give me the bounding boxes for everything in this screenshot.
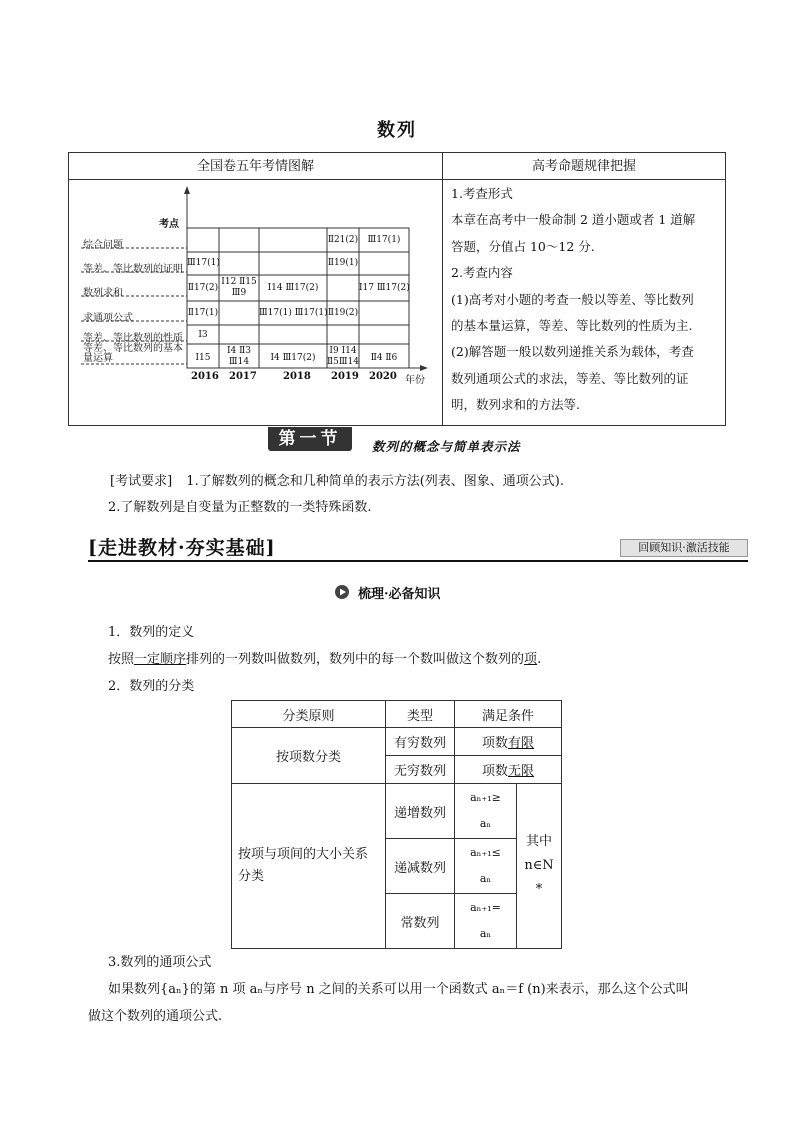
chart-cell: Ⅱ19(2)	[327, 308, 359, 318]
definition-underline: 一定顺序	[134, 652, 187, 667]
chart-cell: Ⅱ5Ⅲ14	[327, 357, 359, 367]
condition-top: aₙ₊₁≤	[470, 846, 501, 859]
rules-line: (2)解答题一般以数列递推关系为载体，考查	[451, 344, 694, 360]
chart-cell: Ⅰ12 Ⅱ15	[221, 277, 257, 287]
chart-y-axis-label: 考点	[159, 219, 179, 230]
exam-requirement-2: 2.了解数列是自变量为正整数的一类特殊函数.	[108, 500, 372, 515]
condition-underline: 有限	[508, 736, 535, 751]
chart-cell: Ⅰ4 Ⅲ17(2)	[270, 353, 316, 363]
chart-cell: Ⅲ17(1)	[367, 235, 401, 245]
note-line: n∈N	[524, 858, 554, 873]
note-line: *	[535, 882, 543, 897]
classification-table	[231, 700, 562, 949]
part-tag: 回顾知识·激活技能	[620, 539, 748, 557]
chart-cell: Ⅱ17(1)	[187, 308, 219, 318]
chart-cell: Ⅰ3	[198, 330, 208, 340]
table-type-cell: 递减数列	[386, 839, 455, 894]
play-circle-icon	[335, 585, 349, 599]
note-line: 其中	[525, 834, 552, 849]
chart-cell: Ⅰ17 Ⅲ17(2)	[359, 283, 410, 293]
chart-cell: Ⅱ21(2)	[327, 235, 359, 245]
rules-line: 本章在高考中一般命制 2 道小题或者 1 道解	[451, 212, 696, 228]
rules-line: 答题，分值占 10～12 分.	[451, 238, 595, 254]
heading-classification: 2．数列的分类	[108, 679, 195, 694]
condition-top: aₙ₊₁=	[470, 901, 501, 914]
part-divider	[88, 560, 748, 562]
chart-row-label: 等差、等比数列的证明	[83, 264, 183, 275]
chart-cell: Ⅰ15	[195, 353, 211, 363]
definition-underline: 项	[524, 652, 538, 667]
rules-line: 2.考查内容	[451, 265, 513, 281]
condition-text: 项数	[481, 736, 508, 751]
part-title: [走进教材·夯实基础]	[88, 537, 276, 559]
table-header: 类型	[386, 701, 455, 728]
chart-year-label: 2016	[191, 371, 219, 382]
rule-line: 按项与项间的大小关系	[238, 847, 369, 862]
chart-cell: Ⅱ4 Ⅱ6	[370, 353, 398, 363]
condition-top: aₙ₊₁≥	[470, 791, 501, 804]
condition-bottom: aₙ	[479, 872, 492, 885]
table-rule-cell	[232, 784, 386, 949]
heading-definition: 1．数列的定义	[108, 625, 195, 640]
rules-line: 数列通项公式的求法，等差、等比数列的证	[451, 370, 689, 386]
chart-cell: Ⅱ19(1)	[327, 258, 359, 268]
overview-left-header: 全国卷五年考情图解	[69, 153, 442, 180]
chart-year-label: 2018	[283, 371, 311, 382]
table-header: 分类原则	[232, 701, 386, 728]
chart-row-label: 数列求和	[83, 288, 123, 299]
rules-line: 的基本量运算，等差、等比数列的性质为主.	[451, 318, 693, 334]
chart-row-label: 求通项公式	[83, 313, 133, 324]
table-condition-cell	[455, 784, 517, 839]
chart-row-label: 等差、等比数列的基本量运算	[83, 343, 183, 364]
table-type-cell: 无穷数列	[386, 756, 455, 784]
general-term-text: 做这个数列的通项公式.	[88, 1009, 223, 1024]
condition-text: 项数	[481, 764, 508, 779]
table-type-cell: 递增数列	[386, 784, 455, 839]
definition-part: 按照	[108, 652, 135, 667]
general-term-text: 如果数列{aₙ}的第 n 项 aₙ与序号 n 之间的关系可以用一个函数式 aₙ＝f (n)来表示，那么这个公式叫	[108, 982, 689, 997]
chart-row-label: 等差、等比数列的性质	[83, 333, 183, 344]
page-title: 数列	[377, 120, 417, 141]
chart-year-label: 2020	[369, 371, 397, 382]
chart-row-label: 综合问题	[83, 240, 123, 251]
rules-line: 明，数列求和的方法等.	[451, 397, 580, 413]
rule-line: 分类	[238, 869, 265, 884]
chart-cell: Ⅲ17(1) Ⅲ17(1)	[259, 308, 328, 318]
section-banner: 第一节	[268, 427, 352, 451]
chart-year-label: 2017	[229, 371, 257, 382]
table-condition-cell	[455, 839, 517, 894]
table-note-cell	[517, 784, 562, 949]
definition-text	[108, 648, 541, 667]
requirement-label: [考试要求]	[110, 474, 173, 489]
chart-year-label: 2019	[331, 371, 359, 382]
exam-grid-chart	[69, 180, 442, 426]
table-type-cell: 有穷数列	[386, 728, 455, 756]
chart-cell: Ⅲ14	[228, 357, 250, 367]
subsection-heading: 梳理·必备知识	[358, 587, 441, 602]
chart-cell: Ⅱ17(2)	[187, 283, 219, 293]
overview-right-header: 高考命题规律把握	[443, 153, 725, 180]
table-header: 满足条件	[455, 701, 562, 728]
definition-part: 排列的一列数叫做数列，数列中的每一个数叫做这个数列的	[186, 652, 525, 667]
table-condition-cell	[455, 894, 517, 949]
requirement-text: 1.了解数列的概念和几种简单的表示方法(列表、图象、通项公式).	[186, 474, 564, 489]
heading-general-term: 3.数列的通项公式	[108, 955, 212, 970]
condition-bottom: aₙ	[479, 927, 492, 940]
table-condition-cell	[455, 756, 562, 784]
overview-table	[68, 152, 726, 426]
chart-cell: Ⅲ17(1)	[187, 258, 220, 268]
exam-rules	[451, 181, 723, 419]
section-subtitle: 数列的概念与简单表示法	[372, 439, 521, 454]
condition-underline: 无限	[508, 764, 535, 779]
table-condition-cell	[455, 728, 562, 756]
table-type-cell: 常数列	[386, 894, 455, 949]
condition-bottom: aₙ	[479, 817, 492, 830]
exam-requirement-1	[110, 470, 564, 489]
table-rule-cell: 按项数分类	[232, 728, 386, 784]
chart-cell: Ⅰ14 Ⅲ17(2)	[267, 283, 319, 293]
chart-cell: Ⅲ9	[231, 288, 247, 298]
chart-cell: Ⅰ4 Ⅱ3	[227, 346, 251, 356]
chart-x-axis-label: 年份	[405, 375, 425, 386]
rules-line: 1.考查形式	[451, 186, 513, 201]
definition-part: .	[537, 652, 542, 667]
rules-line: (1)高考对小题的考查一般以等差、等比数列	[451, 291, 694, 307]
chart-cell: Ⅰ9 Ⅰ14	[329, 346, 357, 356]
